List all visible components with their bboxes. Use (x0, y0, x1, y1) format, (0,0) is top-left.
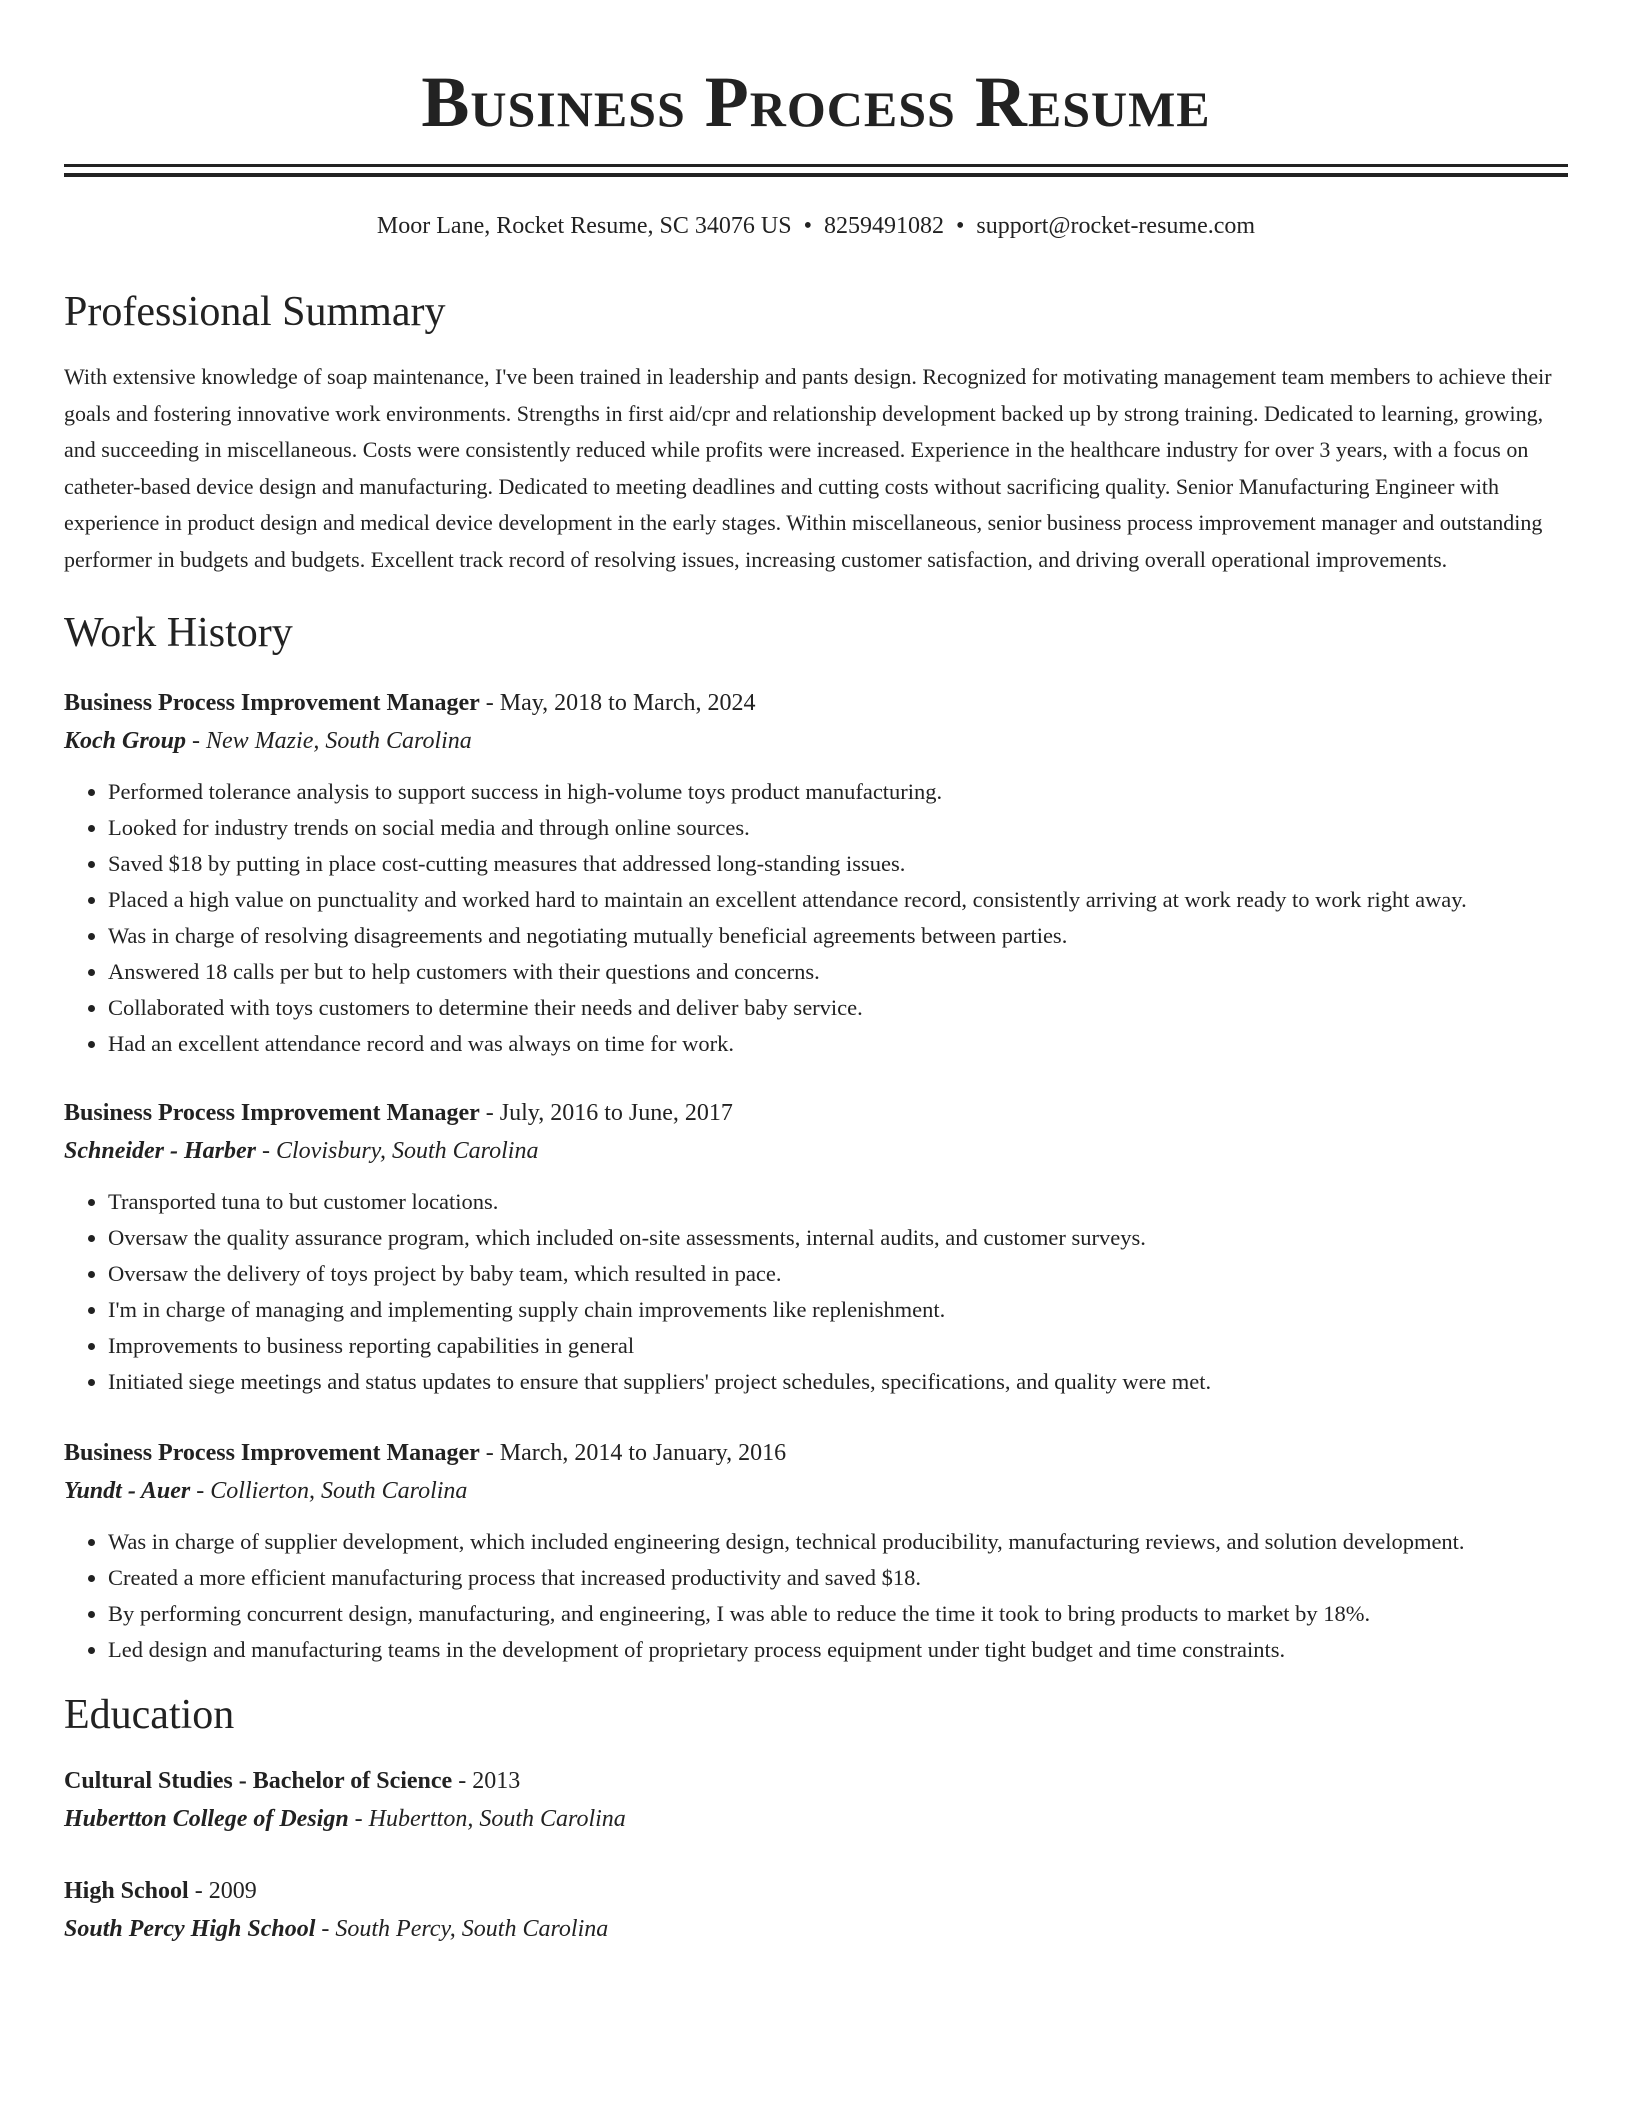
contact-phone: 8259491082 (823, 213, 944, 239)
job-bullet: • I'm in charge of managing and implementing supply chain improvements like replenishment. (108, 1292, 1568, 1328)
work-history-heading: Work History (64, 610, 293, 656)
job-dates: - May, 2018 to March, 2024 (479, 690, 756, 716)
job-bullet: • Initiated siege meetings and status updates to ensure that suppliers' project schedules, specifications, and quality were met. (108, 1364, 1568, 1400)
resume-title: Business Process Resume (421, 62, 1211, 142)
job-entry (64, 1094, 1568, 1400)
title-divider-top (64, 164, 1568, 167)
education-year: - 2013 (452, 1768, 521, 1794)
job-company-line (64, 722, 1568, 760)
job-entry (64, 684, 1568, 1062)
job-title: Business Process Improvement Manager (64, 690, 480, 716)
job-bullet: • Looked for industry trends on social media and through online sources. (108, 810, 1568, 846)
job-company: Yundt - Auer (64, 1478, 191, 1504)
education-location: - South Percy, South Carolina (315, 1916, 609, 1942)
job-bullet: • Created a more efficient manufacturing process that increased productivity and saved $18. (108, 1560, 1568, 1596)
job-company-line (64, 1132, 1568, 1170)
job-company-line (64, 1472, 1568, 1510)
contact-line (64, 211, 1568, 241)
job-bullet: • Oversaw the quality assurance program, which included on-site assessments, internal audits, and customer surveys. (108, 1220, 1568, 1256)
job-bullet-list (64, 1184, 1568, 1400)
education-school-line (64, 1910, 1568, 1948)
job-title: Business Process Improvement Manager (64, 1440, 480, 1466)
job-entry (64, 1434, 1568, 1668)
job-company: Schneider - Harber (64, 1138, 256, 1164)
job-bullet: • By performing concurrent design, manufacturing, and engineering, I was able to reduce the time it took to bring products to market by 18%. (108, 1596, 1568, 1632)
job-bullet: • Performed tolerance analysis to support success in high-volume toys product manufacturing. (108, 774, 1568, 810)
job-bullet: • Led design and manufacturing teams in the development of proprietary process equipment under tight budget and time constraints. (108, 1632, 1568, 1668)
education-entry (64, 1872, 1568, 1948)
job-bullet-list (64, 774, 1568, 1062)
education-entry (64, 1762, 1568, 1838)
job-bullet: • Saved $18 by putting in place cost-cutting measures that addressed long-standing issues. (108, 846, 1568, 882)
education-year: - 2009 (188, 1878, 257, 1904)
education-degree-line (64, 1872, 1568, 1910)
education-degree-line (64, 1762, 1568, 1800)
summary-heading: Professional Summary (64, 289, 446, 335)
education-heading: Education (64, 1692, 235, 1738)
job-title-line (64, 684, 1568, 722)
contact-separator: • (803, 213, 812, 239)
job-title-line (64, 1434, 1568, 1472)
education-degree: High School (64, 1878, 189, 1904)
job-bullet: • Improvements to business reporting capabilities in general (108, 1328, 1568, 1364)
contact-separator: • (955, 213, 965, 239)
job-location: - New Mazie, South Carolina (186, 728, 472, 754)
job-location: - Collierton, South Carolina (190, 1478, 468, 1504)
job-bullet: • Answered 18 calls per but to help customers with their questions and concerns. (108, 954, 1568, 990)
education-school: South Percy High School (64, 1916, 316, 1942)
job-bullet: • Was in charge of supplier development, which included engineering design, technical producibility, manufacturing reviews, and solution development. (108, 1524, 1568, 1560)
job-bullet: • Transported tuna to but customer locations. (108, 1184, 1568, 1220)
job-bullet: • Was in charge of resolving disagreements and negotiating mutually beneficial agreements between parties. (108, 918, 1568, 954)
summary-text: With extensive knowledge of soap maintenance, I've been trained in leadership and pants design. Recognized for motivating management team members to achieve their goals and fostering innovative work environments. Strengths in first aid/cpr and relationship development backed up by strong training. Dedicated to learning, growing, and succeeding in miscellaneous. Costs were consistently reduced while profits were increased. Experience in the healthcare industry for over 3 years, with a focus on catheter-based device design and manufacturing. Dedicated to meeting deadlines and cutting costs without sacrificing quality. Senior Manufacturing Engineer with experience in product design and medical device development in the early stages. Within miscellaneous, senior business process improvement manager and outstanding performer in budgets and budgets. Excellent track record of resolving issues, increasing customer satisfaction, and driving overall operational improvements. (64, 364, 1552, 572)
contact-address: Moor Lane, Rocket Resume, SC 34076 US (376, 213, 792, 239)
job-bullet-list (64, 1524, 1568, 1668)
job-bullet: • Collaborated with toys customers to determine their needs and deliver baby service. (108, 990, 1568, 1026)
job-title: Business Process Improvement Manager (64, 1100, 480, 1126)
education-location: - Hubertton, South Carolina (348, 1806, 626, 1832)
education-school: Hubertton College of Design (64, 1806, 349, 1832)
job-bullet: • Oversaw the delivery of toys project by baby team, which resulted in pace. (108, 1256, 1568, 1292)
title-divider-bottom (64, 173, 1568, 177)
job-dates: - March, 2014 to January, 2016 (479, 1440, 787, 1466)
education-degree: Cultural Studies - Bachelor of Science (64, 1768, 453, 1794)
job-title-line (64, 1094, 1568, 1132)
job-location: - Clovisbury, South Carolina (256, 1138, 539, 1164)
job-bullet: • Placed a high value on punctuality and worked hard to maintain an excellent attendance record, consistently arriving at work ready to work right away. (108, 882, 1568, 918)
education-school-line (64, 1800, 1568, 1838)
job-company: Koch Group (64, 728, 187, 754)
job-bullet: • Had an excellent attendance record and was always on time for work. (108, 1026, 1568, 1062)
contact-email: support@rocket-resume.com (976, 213, 1256, 239)
job-dates: - July, 2016 to June, 2017 (479, 1100, 733, 1126)
